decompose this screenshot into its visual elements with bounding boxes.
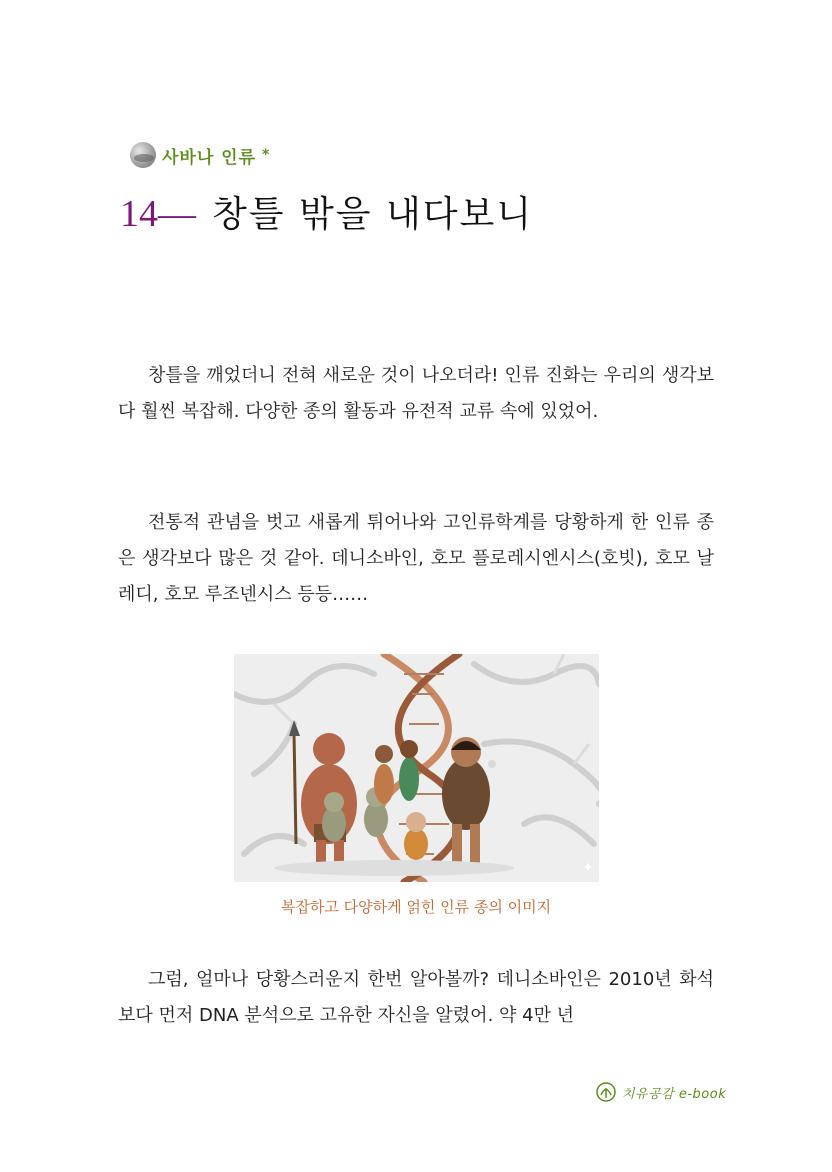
chapter-title: 창틀 밖을 내다보니 — [212, 194, 534, 235]
hominin-illustration — [234, 654, 599, 882]
figure-caption: 복잡하고 다양하게 얽힌 인류 종의 이미지 — [280, 898, 552, 916]
chapter-dash: — — [158, 193, 196, 235]
sphere-icon — [130, 142, 156, 168]
chapter-number: 14 — [120, 193, 158, 235]
leaf-emblem-icon — [596, 1082, 616, 1102]
series-tag — [130, 142, 269, 168]
body-paragraph-2: 전통적 관념을 벗고 새롭게 튀어나와 고인류학계를 당황하게 한 인류 종은 생각보다 많은 것 같아. 데니소바인, 호모 플로레시엔시스(호빗), 호모 날레디, 호모 루조넨시스 등등…… — [118, 512, 714, 605]
footer-brand-label: 치유공감 e-book — [622, 1086, 727, 1102]
body-paragraph-3: 그럼, 얼마나 당황스러운지 한번 알아볼까? 데니소바인은 2010년 화석보다 먼저 DNA 분석으로 고유한 자신을 알렸어. 약 4만 년 — [118, 969, 714, 1026]
chapter-heading — [120, 186, 533, 237]
footer-brand — [596, 1082, 726, 1102]
svg-text:✦: ✦ — [582, 860, 594, 876]
series-mark: * — [262, 147, 270, 163]
series-label: 사바나 인류 — [162, 147, 257, 168]
dna-hominins-illustration — [234, 654, 599, 882]
body-paragraph-1: 창틀을 깨었더니 전혀 새로운 것이 나오더라! 인류 진화는 우리의 생각보다 훨씬 복잡해. 다양한 종의 활동과 유전적 교류 속에 있었어. — [118, 365, 714, 422]
